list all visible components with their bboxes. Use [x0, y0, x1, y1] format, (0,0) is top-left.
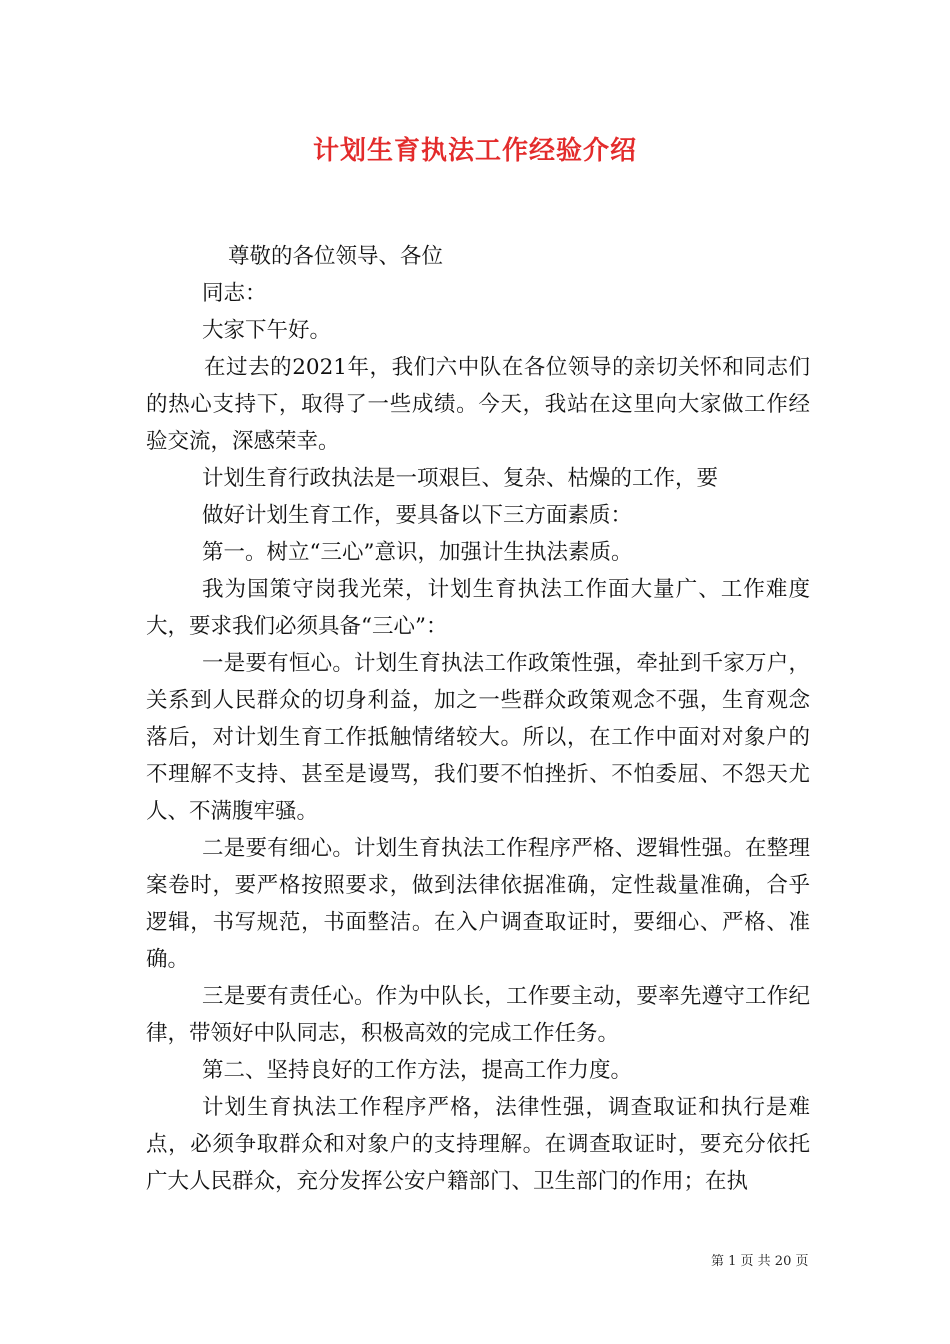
- paragraph: 二是要有细心。计划生育执法工作程序严格、逻辑性强。在整理案卷时，要严格按照要求，做到法律依据准确，定性裁量准确，合乎逻辑，书写规范，书面整洁。在入户调查取证时，要细心、严格、准确。: [146, 836, 810, 972]
- paragraph: 计划生育行政执法是一项艰巨、复杂、枯燥的工作，要: [202, 466, 719, 491]
- page-number: 第 1 页 共 20 页: [711, 1254, 809, 1269]
- document-body: [146, 238, 810, 1200]
- paragraph-salutation-cont: 同志：: [202, 281, 267, 306]
- section-heading-2: 第二、坚持良好的工作方法，提高工作力度。: [202, 1058, 633, 1083]
- paragraph-greeting: 大家下午好。: [202, 318, 332, 343]
- paragraph: 做好计划生育工作，要具备以下三方面素质：: [202, 503, 633, 528]
- section-heading-1: 第一。树立“三心”意识，加强计生执法素质。: [202, 540, 633, 565]
- paragraph: 一是要有恒心。计划生育执法工作政策性强，牵扯到千家万户，关系到人民群众的切身利益，加之一些群众政策观念不强，生育观念落后，对计划生育工作抵触情绪较大。所以，在工作中面对对象户的不理解不支持、甚至是谩骂，我们要不怕挫折、不怕委屈、不怨天尤人、不满腹牢骚。: [146, 651, 810, 824]
- paragraph: 计划生育执法工作程序严格，法律性强，调查取证和执行是难点，必须争取群众和对象户的支持理解。在调查取证时，要充分依托广大人民群众，充分发挥公安户籍部门、卫生部门的作用；在执: [146, 1095, 810, 1194]
- paragraph-salutation: 尊敬的各位领导、各位: [228, 244, 444, 269]
- paragraph: 三是要有责任心。作为中队长，工作要主动，要率先遵守工作纪律，带领好中队同志，积极高效的完成工作任务。: [146, 984, 810, 1046]
- document-title: 计划生育执法工作经验介绍: [312, 136, 637, 166]
- paragraph: 我为国策守岗我光荣，计划生育执法工作面大量广、工作难度大，要求我们必须具备“三心”：: [146, 577, 810, 639]
- paragraph: 在过去的2021年，我们六中队在各位领导的亲切关怀和同志们的热心支持下，取得了一些成绩。今天，我站在这里向大家做工作经验交流，深感荣幸。: [146, 355, 810, 454]
